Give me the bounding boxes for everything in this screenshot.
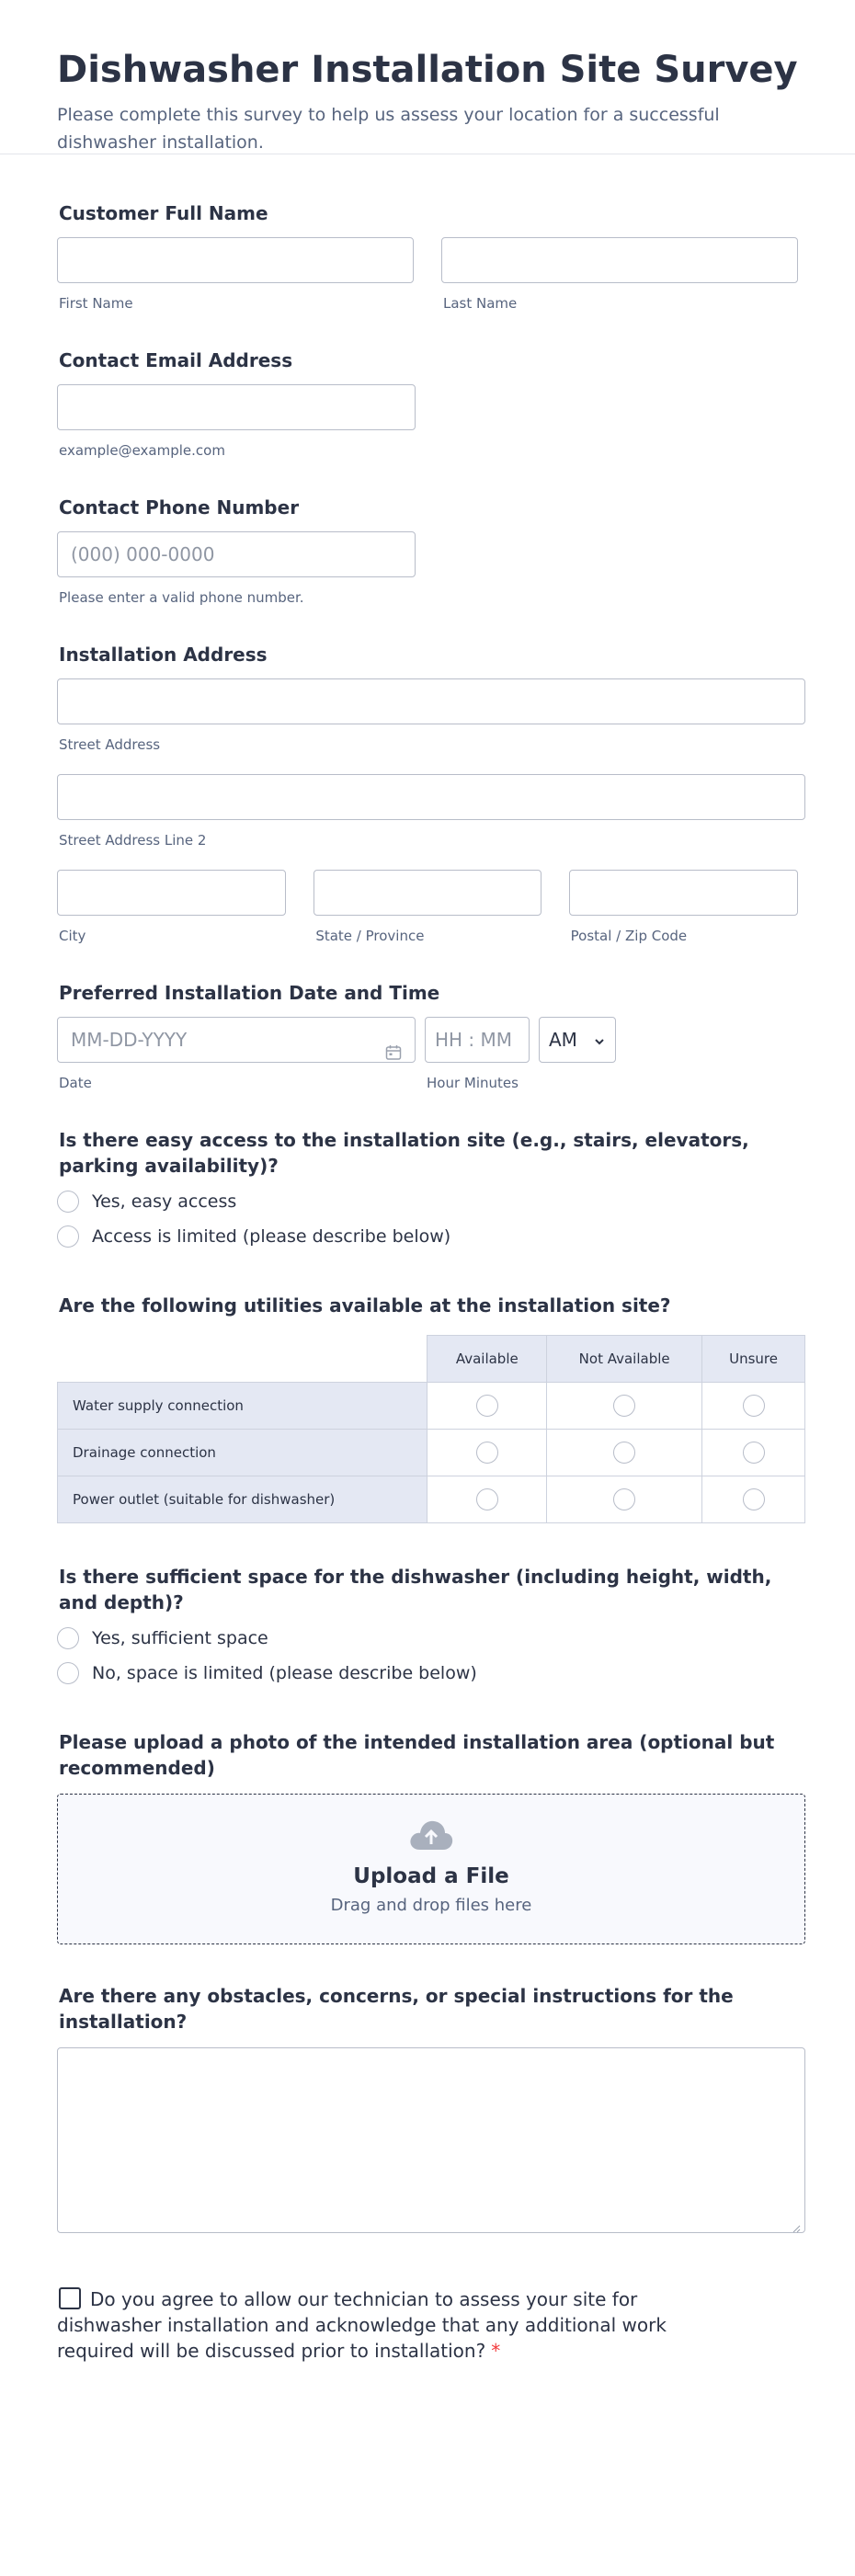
phone-label: Contact Phone Number	[59, 496, 300, 519]
time-placeholder: HH : MM	[435, 1029, 513, 1051]
address-question	[57, 642, 798, 945]
state-input[interactable]	[314, 870, 541, 916]
space-option-label: Yes, sufficient space	[92, 1628, 268, 1648]
chevron-down-icon	[593, 1018, 606, 1062]
phone-input[interactable]	[57, 531, 416, 577]
matrix-column-header: Available	[428, 1336, 547, 1383]
phone-sublabel: Please enter a valid phone number.	[59, 589, 304, 606]
zip-sublabel: Postal / Zip Code	[570, 928, 688, 944]
access-option-limited[interactable]	[57, 1219, 798, 1254]
email-sublabel: example@example.com	[59, 442, 225, 459]
date-sublabel: Date	[59, 1075, 92, 1091]
page-title: Dishwasher Installation Site Survey	[57, 49, 798, 91]
utilities-question	[57, 1293, 798, 1523]
utilities-label: Are the following utilities available at the installation site?	[59, 1294, 671, 1316]
consent-text: Do you agree to allow our technician to assess your site for dishwasher installation and acknowledge that any additional work required will be discussed prior to installation?	[57, 2288, 667, 2362]
matrix-column-header: Unsure	[702, 1336, 805, 1383]
space-option-sufficient[interactable]	[57, 1621, 798, 1656]
ampm-select[interactable]	[539, 1017, 616, 1063]
first-name-input[interactable]	[57, 237, 414, 283]
last-name-input[interactable]	[441, 237, 798, 283]
datetime-label: Preferred Installation Date and Time	[59, 982, 440, 1004]
consent-row	[57, 2286, 728, 2364]
street-address-sublabel: Street Address	[59, 736, 161, 753]
radio-button[interactable]	[743, 1395, 765, 1417]
upload-hint: Drag and drop files here	[330, 1896, 532, 1915]
full-name-label: Customer Full Name	[59, 202, 268, 224]
radio-button[interactable]	[476, 1442, 498, 1464]
page-subtitle: Please complete this survey to help us assess your location for a successful dishwasher installation.	[57, 105, 720, 153]
phone-placeholder: (000) 000-0000	[71, 543, 215, 565]
notes-question	[57, 1983, 798, 2233]
matrix-row-label: Drainage connection	[58, 1430, 428, 1476]
file-upload-dropzone[interactable]	[57, 1794, 805, 1944]
notes-label: Are there any obstacles, concerns, or special instructions for the installation?	[59, 1985, 734, 2033]
matrix-row-drainage	[58, 1430, 805, 1476]
radio-button[interactable]	[57, 1627, 79, 1649]
time-input[interactable]	[425, 1017, 530, 1063]
matrix-row-label: Water supply connection	[58, 1383, 428, 1430]
radio-button[interactable]	[57, 1662, 79, 1684]
access-option-easy[interactable]	[57, 1184, 798, 1219]
street-address-line2-input[interactable]	[57, 774, 805, 820]
cloud-upload-icon	[407, 1838, 455, 1855]
access-option-label: Access is limited (please describe below)	[92, 1226, 451, 1247]
last-name-sublabel: Last Name	[443, 295, 518, 312]
radio-button[interactable]	[476, 1395, 498, 1417]
radio-button[interactable]	[743, 1488, 765, 1510]
matrix-row-water	[58, 1383, 805, 1430]
upload-title: Upload a File	[353, 1864, 509, 1888]
state-sublabel: State / Province	[315, 928, 425, 944]
email-input[interactable]	[57, 384, 416, 430]
space-option-label: No, space is limited (please describe below)	[92, 1663, 477, 1683]
upload-label: Please upload a photo of the intended installation area (optional but recommended)	[59, 1731, 775, 1779]
required-star: *	[491, 2340, 501, 2362]
access-question	[57, 1127, 798, 1254]
datetime-question	[57, 980, 798, 1092]
radio-button[interactable]	[613, 1488, 635, 1510]
radio-button[interactable]	[613, 1395, 635, 1417]
survey-form	[0, 200, 855, 2364]
phone-question	[57, 495, 798, 607]
full-name-question	[57, 200, 798, 313]
street-address-line2-sublabel: Street Address Line 2	[59, 832, 207, 849]
email-question	[57, 348, 798, 460]
space-question	[57, 1564, 798, 1691]
radio-button[interactable]	[57, 1191, 79, 1213]
date-placeholder: MM-DD-YYYY	[71, 1029, 188, 1051]
zip-input[interactable]	[569, 870, 798, 916]
date-input[interactable]	[57, 1017, 416, 1063]
resize-handle-icon[interactable]	[792, 2219, 801, 2228]
city-input[interactable]	[57, 870, 286, 916]
notes-textarea[interactable]	[57, 2047, 805, 2233]
access-option-label: Yes, easy access	[92, 1191, 237, 1212]
access-label: Is there easy access to the installation site (e.g., stairs, elevators, parking availability)?	[59, 1129, 749, 1177]
city-sublabel: City	[59, 928, 86, 944]
upload-question	[57, 1729, 798, 1944]
ampm-value: AM	[549, 1029, 577, 1051]
matrix-column-header: Not Available	[547, 1336, 702, 1383]
first-name-sublabel: First Name	[59, 295, 133, 312]
email-label: Contact Email Address	[59, 349, 293, 371]
matrix-row-power	[58, 1476, 805, 1523]
time-sublabel: Hour Minutes	[427, 1075, 519, 1091]
space-label: Is there sufficient space for the dishwasher (including height, width, and depth)?	[59, 1566, 772, 1613]
address-label: Installation Address	[59, 644, 268, 666]
radio-button[interactable]	[476, 1488, 498, 1510]
utilities-matrix	[57, 1335, 805, 1523]
radio-button[interactable]	[613, 1442, 635, 1464]
form-header	[0, 0, 855, 154]
space-option-limited[interactable]	[57, 1656, 798, 1691]
radio-button[interactable]	[57, 1225, 79, 1248]
matrix-row-label: Power outlet (suitable for dishwasher)	[58, 1476, 428, 1523]
street-address-input[interactable]	[57, 678, 805, 724]
radio-button[interactable]	[743, 1442, 765, 1464]
consent-question	[57, 2286, 798, 2364]
calendar-icon[interactable]	[385, 1032, 402, 1077]
consent-checkbox[interactable]	[59, 2287, 81, 2309]
